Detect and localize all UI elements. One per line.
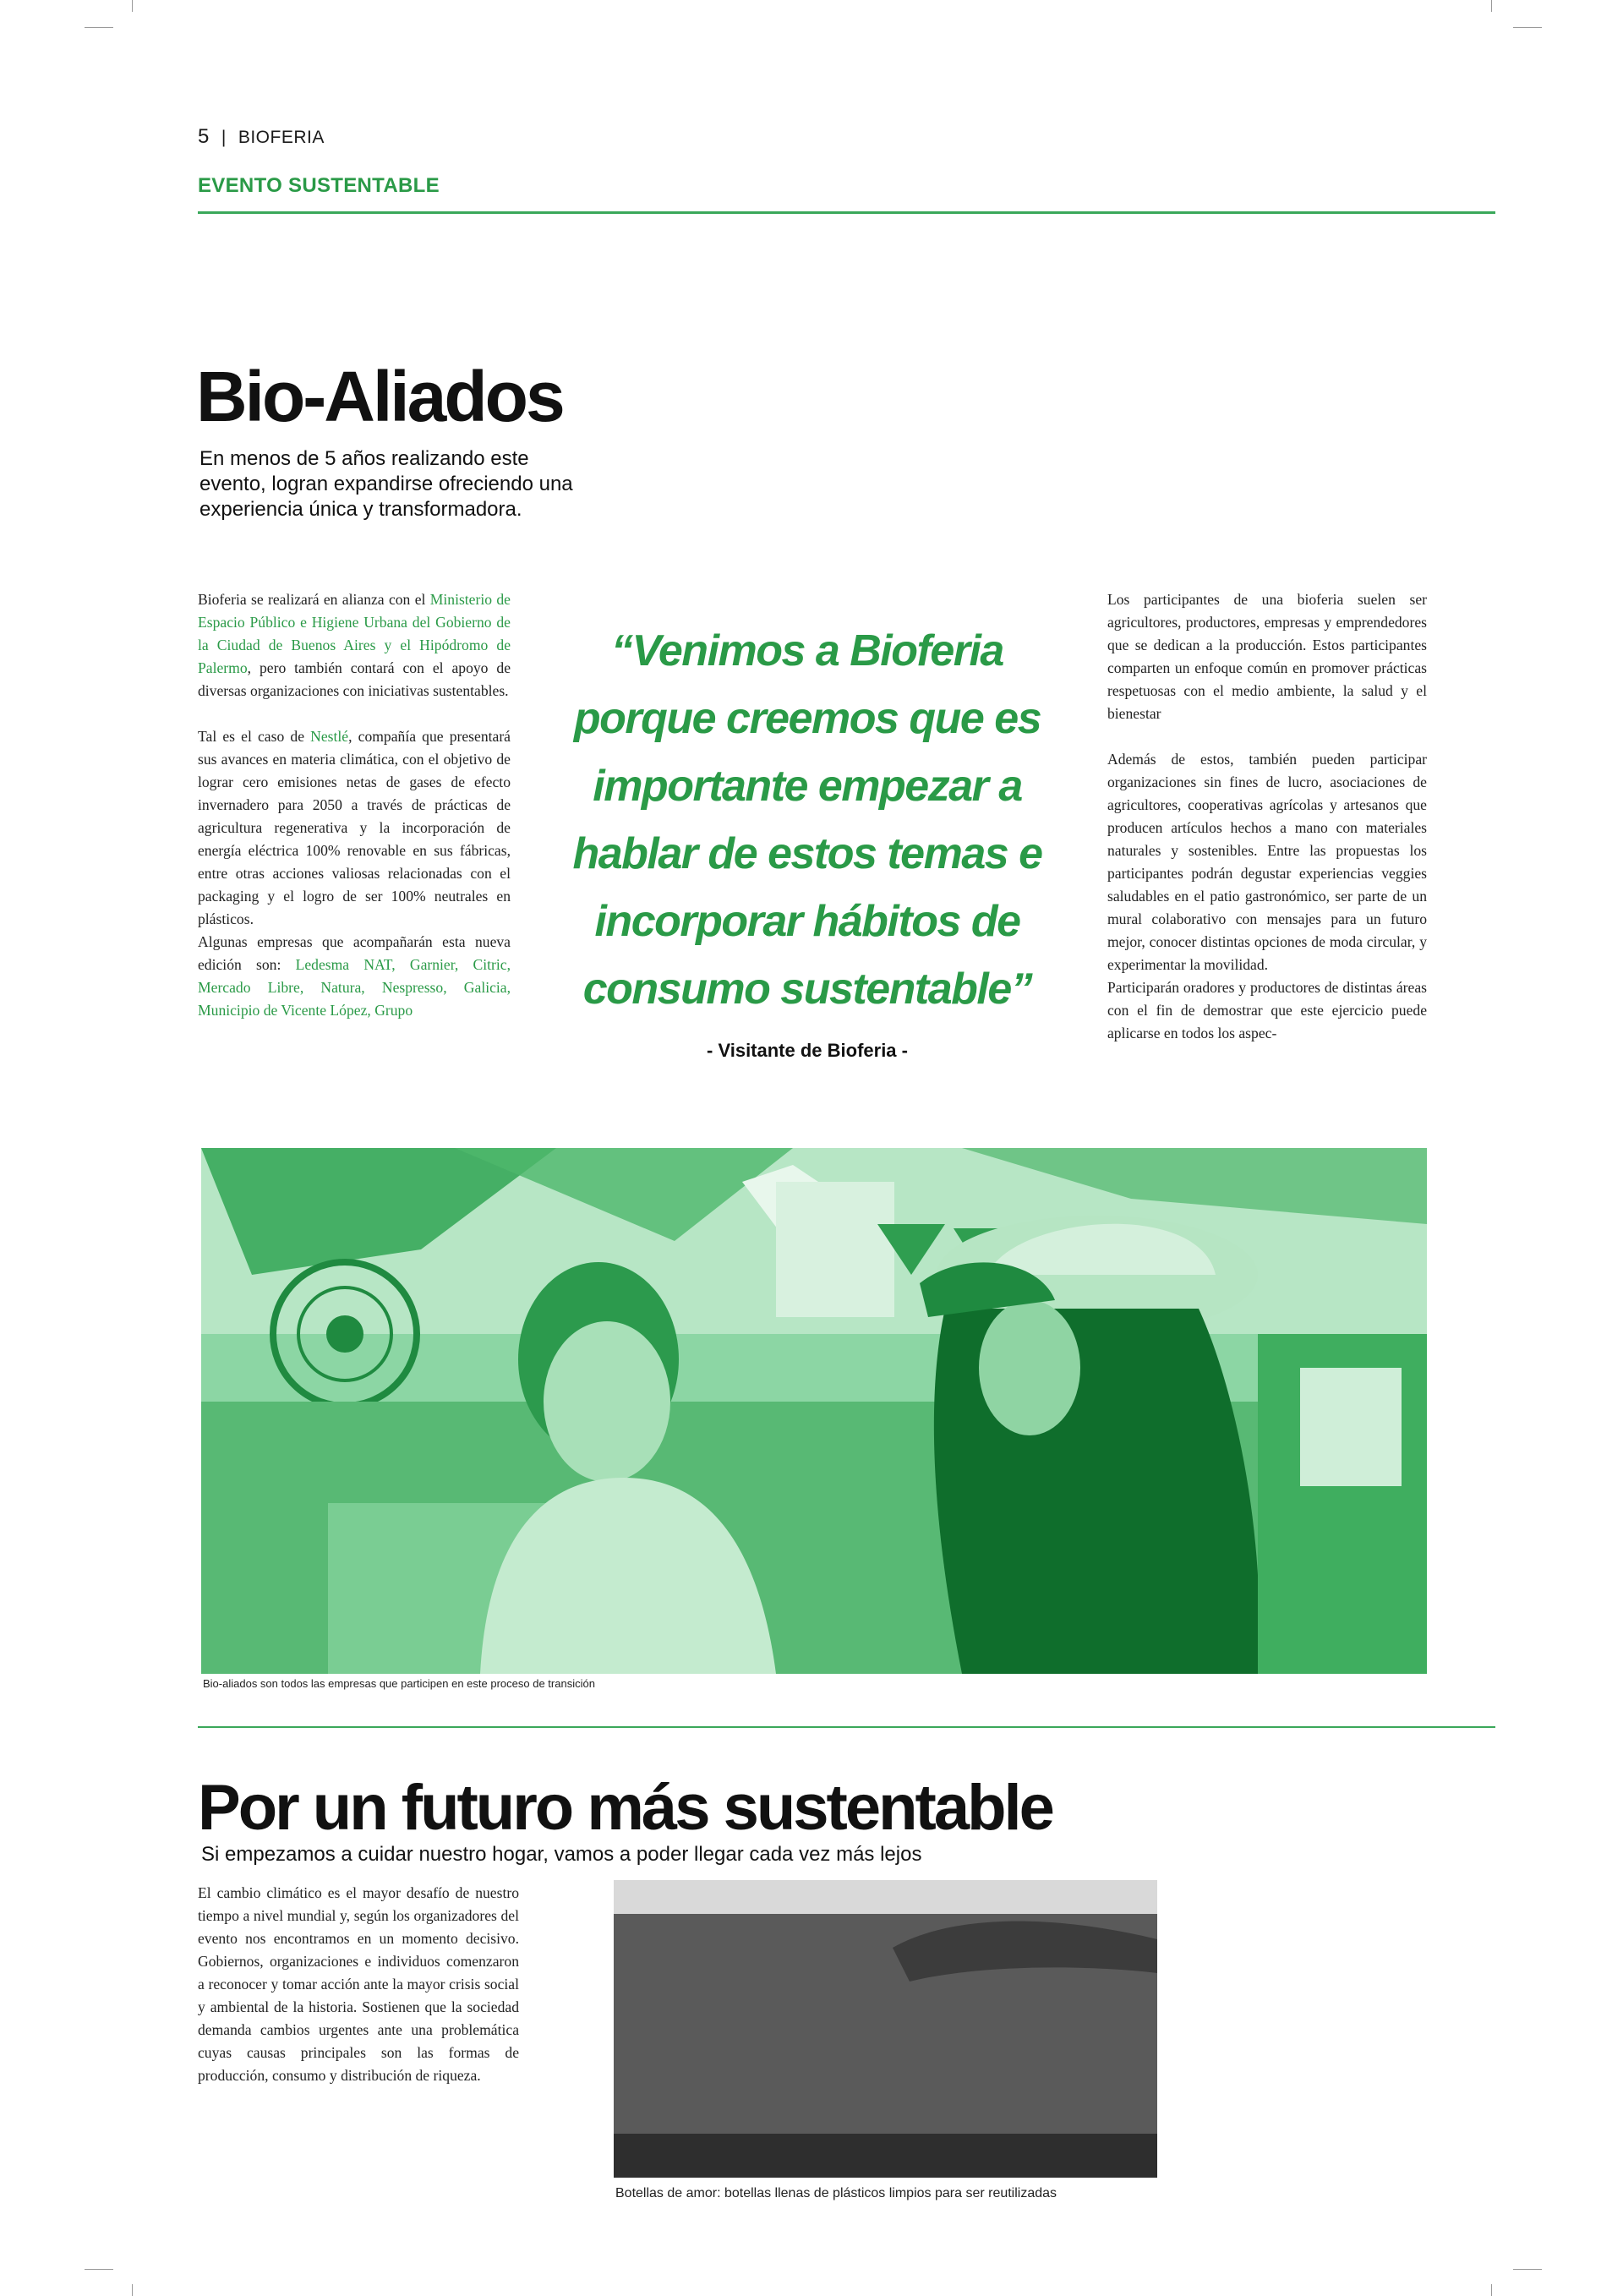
article-title: Bio-Aliados — [196, 357, 563, 436]
paragraph — [198, 931, 511, 1022]
article-column-left — [198, 588, 511, 1022]
paragraph — [198, 725, 511, 931]
pull-quote: “Venimos a Bioferia porque creemos que es importante empezar a hablar de estos temas e incorporar hábitos de consumo sustentable” — [572, 626, 1042, 1014]
paragraph — [198, 588, 511, 702]
publication-name: BIOFERIA — [238, 128, 325, 147]
ministry-link: Ministerio de Espacio Público e Higiene Urbana del Gobierno de la Ciudad de Buenos Aires y el Hipódromo de Palermo — [198, 591, 511, 676]
article-lead: Si empezamos a cuidar nuestro hogar, vamos a poder llegar cada vez más lejos — [201, 1843, 922, 1866]
photo-illustration — [614, 1880, 1157, 2178]
paragraph: Participarán oradores y productores de distintas áreas con el fin de demostrar que este ejercicio puede aplicarse en todos los aspec- — [1107, 979, 1427, 1041]
crop-mark — [1513, 2269, 1542, 2270]
text: , compañía que presentará sus avances en materia climática, con el objetivo de lograr cero emisiones netas de gases de efecto invernadero para 2050 a través de prácticas de agricultura regenerativa y la incorporación de energía eléctrica 100% renovable en sus fábricas, entre otras acciones valiosas relacionadas con el packaging y el logro de ser 100% neutrales en plásticos. — [198, 728, 511, 927]
nestle-link: Nestlé — [310, 728, 349, 745]
header-rule — [198, 211, 1495, 214]
paragraph: Además de estos, también pueden participar organizaciones sin fines de lucro, asociaciones de agricultores, cooperativas agrícolas y artesanos que producen artículos hechos a mano con materiales naturales y sostenibles. Entre las propuestas los participantes podrán degustar experiencias veggies saludables en el patio gastronómico, ser parte de un mural colaborativo con mensajes para un futuro mejor, conocer distintas opciones de moda circular, y experimentar la movilidad. — [1107, 751, 1427, 973]
text: Tal es el caso de — [198, 728, 311, 745]
sponsors-list: Ledesma NAT, Garnier, Citric, Mercado Libre, Natura, Nespresso, Galicia, Municipio de Vicente López, Grupo — [198, 956, 511, 1019]
article-body: El cambio climático es el mayor desafío de nuestro tiempo a nivel mundial y, según los organizadores del evento nos encontramos en un momento decisivo. Gobiernos, organizaciones e individuos comenzaron a reconocer y tomar acción ante la mayor crisis social y ambiental de la historia. Sostienen que la sociedad demanda cambios urgentes ante una problemática cuyas causas principales son las formas de producción, consumo y distribución de riqueza. — [198, 1884, 519, 2084]
crop-mark — [85, 27, 113, 28]
article-lead: En menos de 5 años realizando este evento, logran expandirse ofreciendo una experiencia única y transformadora. — [199, 447, 573, 521]
article-column-right — [1107, 588, 1427, 1045]
bioferia-visitors-photo — [201, 1148, 1427, 1674]
page-number: 5 — [198, 125, 210, 148]
text: Bioferia se realizará en alianza con el — [198, 591, 430, 608]
paragraph: Los participantes de una bioferia suelen ser agricultores, productores, empresas y emprendedores que se dedican a la producción. Estos participantes comparten un enfoque común en promover prácticas respetuosas con el medio ambiente, la salud y el bienestar — [1107, 591, 1427, 722]
crop-mark — [132, 2284, 133, 2296]
crop-mark — [85, 2269, 113, 2270]
text: , pero también contará con el apoyo de diversas organizaciones con iniciativas sustentables. — [198, 659, 511, 699]
crop-mark — [132, 0, 133, 12]
text: Algunas empresas que acompañarán esta nueva edición son: — [198, 933, 511, 973]
plastic-bottles-photo — [614, 1880, 1157, 2178]
article-title: Por un futuro más sustentable — [198, 1772, 1052, 1844]
photo-caption: Bio-aliados son todos las empresas que participen en este proceso de transición — [203, 1677, 595, 1690]
crop-mark — [1513, 27, 1542, 28]
crop-mark — [1491, 2284, 1492, 2296]
photo-illustration — [201, 1148, 1427, 1674]
section-label: EVENTO SUSTENTABLE — [198, 174, 440, 197]
quote-attribution: - Visitante de Bioferia - — [707, 1040, 908, 1061]
section-divider — [198, 1726, 1495, 1728]
running-header — [198, 125, 325, 149]
header-separator: | — [221, 128, 227, 147]
crop-mark — [1491, 0, 1492, 12]
photo-caption: Botellas de amor: botellas llenas de plásticos limpios para ser reutilizadas — [615, 2186, 1057, 2200]
